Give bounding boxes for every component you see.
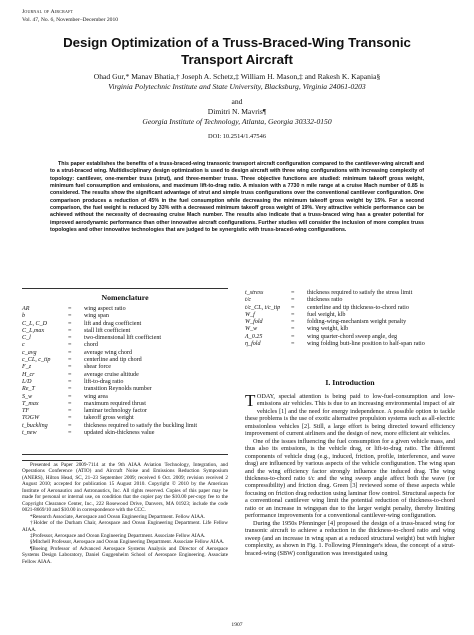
nomenclature-definition: wing weight, klb xyxy=(307,326,349,333)
nomenclature-table-left xyxy=(22,306,228,437)
footnote: ¶Boeing Professor of Advanced Aerospace Systems Analysis and Director of Aerospace Systems Design Laboratory, Daniel Guggenheim School of Aerospace Engineering. Associate Fellow AIAA. xyxy=(22,545,228,565)
footnote-rule xyxy=(22,460,82,461)
nomenclature-symbol: W_fold xyxy=(245,319,263,326)
nomenclature-row xyxy=(22,372,228,379)
and-connector: and xyxy=(231,97,243,106)
footnote: *Research Associate, Aerospace and Ocean Engineering Department. Fellow AIAA. xyxy=(30,513,206,520)
nomenclature-equals: = xyxy=(68,386,72,393)
nomenclature-left xyxy=(22,290,228,437)
nomenclature-definition: fuel weight, klb xyxy=(307,311,346,318)
nomenclature-row xyxy=(245,341,455,348)
nomenclature-definition: lift and drag coefficient xyxy=(84,320,142,327)
nomenclature-definition: folding-wing-mechanism weight penalty xyxy=(307,319,407,326)
nomenclature-symbol: t_stress xyxy=(245,290,264,296)
nomenclature-equals: = xyxy=(68,320,72,327)
footnote: ‡Professor, Aerospace and Ocean Engineering Department. Associate Fellow AIAA. xyxy=(30,532,206,539)
journal-header xyxy=(22,9,118,24)
nomenclature-symbol: t/c_CL, t/c_tip xyxy=(245,304,281,311)
nomenclature-equals: = xyxy=(68,378,72,385)
nomenclature-definition: two-dimensional lift coefficient xyxy=(84,335,162,342)
nomenclature-symbol: L/D xyxy=(22,378,32,385)
nomenclature-symbol: W_f xyxy=(245,311,255,318)
nomenclature-equals: = xyxy=(68,364,72,371)
nomenclature-equals: = xyxy=(291,319,295,326)
intro-paragraph-2: One of the issues influencing the fuel consumption for a given vehicle mass, and thus also its emissions, is the vehicle drag, or lift-to-drag ratio. The different components of vehicle drag (e.g., induced, friction, profile, interference, and wave drag) are influenced by various aspects of the vehicle configuration. The wing span and the wing efficiency factor strongly influence the induced drag. The wing thickness-to-chord ratio t/c and the wing sweep angle affect both the wave (or compressibility) and friction drag. Green [3] reviewed some of these aspects while focusing on friction drag reduction using laminar flow control. Structural aspects for a conventional cantilever wing limit the potential reduction of thickness-to-chord ratio or an increase in wingspan due to the larger weight penalty, thereby limiting performance improvements for a conventional cantilever-wing configuration. xyxy=(245,437,455,520)
nomenclature-right xyxy=(245,290,455,348)
nomenclature-table-right xyxy=(245,290,455,348)
nomenclature-equals: = xyxy=(68,357,72,364)
nomenclature-divider-rule xyxy=(22,454,228,455)
nomenclature-definition: wing folding butt-line position to half-span ratio xyxy=(307,341,425,348)
nomenclature-row xyxy=(245,334,455,341)
intro-paragraph-1-text: ODAY, special attention is being paid to low-fuel-consumption and low-emissions air vehicles. This is due to an increasing environmental impact of air vehicles [1] and the need for energy independence. A possible option to tackle these problems is the use of exotic alternative propulsion systems such as all-electric emissionless vehicles [2]. Still, a large effort is being directed toward efficiency improvement of current airliners and the design of new, more efficient air vehicles. xyxy=(245,393,455,438)
nomenclature-symbol: TOGW xyxy=(22,415,40,422)
nomenclature-definition: average wing chord xyxy=(84,349,133,356)
nomenclature-definition: thickness required to satisfy the stress limit xyxy=(307,290,413,296)
affiliation-2: Georgia Institute of Technology, Atlanta, Georgia 30332-0150 xyxy=(142,117,332,126)
nomenclature-equals: = xyxy=(291,297,295,304)
journal-name: Journal of Aircraft xyxy=(22,9,74,15)
nomenclature-symbol: t_buckling xyxy=(22,422,48,429)
nomenclature-equals: = xyxy=(291,326,295,333)
nomenclature-row xyxy=(22,313,228,320)
nomenclature-definition: lift-to-drag ratio xyxy=(84,378,124,385)
nomenclature-symbol: C_L,max xyxy=(22,327,45,334)
nomenclature-equals: = xyxy=(68,327,72,334)
paper-title-line-1: Design Optimization of a Truss-Braced-Wing Transonic xyxy=(63,35,411,50)
nomenclature-definition: wing aspect ratio xyxy=(84,306,126,312)
nomenclature-symbol: Re_T xyxy=(22,386,35,393)
footnote: §Mitchell Professor, Aerospace and Ocean Engineering Department. Associate Fellow AIAA. xyxy=(30,539,225,546)
nomenclature-row xyxy=(22,364,228,371)
nomenclature-symbol: t_new xyxy=(22,430,37,437)
nomenclature-row xyxy=(245,326,455,333)
nomenclature-symbol: c_avg xyxy=(22,349,37,356)
nomenclature-definition: average cruise altitude xyxy=(84,371,139,378)
abstract-text: This paper establishes the benefits of a truss-braced-wing transonic transport aircraft configuration compared to the cantilever-wing aircraft and to a strut-braced wing. Multidisciplinary design optimization is used to design aircraft with three wing configurations with increasing complexity of topology: cantilever, one-member truss (strut), and three-member truss. Three objective functions are studied: minimum takeoff gross weight, minimum fuel consumption and emissions, and maximum lift-to-drag ratio. A mission with a 7730 n mile range at a cruise Mach number of 0.85 is considered. The results show the significant advantage of strut and simple truss configurations over the conventional cantilever configuration. One comparison produces a reduction of 45% in the fuel consumption while decreasing the minimum takeoff gross weight by 15%. For a second comparison, the fuel weight is reduced by 33% with a decreased minimum takeoff gross weight of 19%. Very attractive vehicle performance can be achieved without the necessity of decreasing cruise Mach number. The results also indicate that a truss-braced wing has a greater potential for improved aerodynamic performance than other innovative aircraft configurations. Further studies will consider the inclusion of more complex truss topologies and other innovative technologies that are judged to be synergistic with truss-braced-wing configurations. xyxy=(50,161,424,234)
nomenclature-symbol: S_w xyxy=(22,393,33,400)
nomenclature-equals: = xyxy=(68,422,72,429)
nomenclature-symbol: W_w xyxy=(245,326,258,333)
nomenclature-row xyxy=(22,342,228,349)
intro-body xyxy=(245,393,455,557)
nomenclature-symbol: Λ_0.25 xyxy=(245,333,263,340)
nomenclature-row xyxy=(245,319,455,326)
nomenclature-definition: shear force xyxy=(84,364,111,371)
nomenclature-title: Nomenclature xyxy=(101,293,149,302)
nomenclature-symbol: η_fold xyxy=(245,341,261,348)
nomenclature-row xyxy=(245,297,455,304)
nomenclature-definition: updated skin-thickness value xyxy=(84,430,155,437)
nomenclature-definition: centerline and tip chord xyxy=(84,357,142,364)
nomenclature-symbol: c_CL, c_tip xyxy=(22,357,51,364)
nomenclature-equals: = xyxy=(68,371,72,378)
nomenclature-definition: laminar technology factor xyxy=(84,408,147,415)
nomenclature-definition: wing span xyxy=(84,313,109,320)
nomenclature-row xyxy=(22,350,228,357)
intro-paragraph-3: During the 1950s Pfenninger [4] proposed the design of a truss-braced wing for transonic aircraft to achieve a reduction in the thickness-to-chord ratio and wing sweep (and an increase in wing span at a reduced structural weight) but with higher complexity, as shown in Fig. 1. Following Pfenninger's ideas, the concept of a strut-braced-wing (SBW) configuration was investigated using xyxy=(245,519,455,557)
nomenclature-symbol: C_L, C_D xyxy=(22,320,48,327)
nomenclature-row xyxy=(22,423,228,430)
journal-issue: Vol. 47, No. 6, November–December 2010 xyxy=(22,16,119,23)
abstract xyxy=(50,161,424,234)
author-list: Ohad Gur,* Manav Bhatia,† Joseph A. Schetz,‡ William H. Mason,‡ and Rakesh K. Kapania§ xyxy=(93,72,381,81)
nomenclature-row xyxy=(22,386,228,393)
nomenclature-definition: takeoff gross weight xyxy=(84,415,134,422)
nomenclature-symbol: T_max xyxy=(22,400,39,407)
nomenclature-top-rule xyxy=(22,288,228,289)
nomenclature-equals: = xyxy=(68,342,72,349)
nomenclature-symbol: b xyxy=(22,313,26,320)
nomenclature-row xyxy=(22,415,228,422)
nomenclature-equals: = xyxy=(291,304,295,311)
nomenclature-row xyxy=(245,305,455,312)
nomenclature-definition: centerline and tip thickness-to-chord ratio xyxy=(307,304,409,311)
nomenclature-symbol: AR xyxy=(22,306,30,312)
page-number: 1907 xyxy=(231,622,243,628)
nomenclature-definition: thickness ratio xyxy=(307,297,343,304)
nomenclature-equals: = xyxy=(291,290,295,296)
nomenclature-definition: wing area xyxy=(84,393,108,400)
nomenclature-symbol: H_cr xyxy=(22,371,35,378)
nomenclature-equals: = xyxy=(291,341,295,348)
intro-heading: I. Introduction xyxy=(325,378,375,387)
nomenclature-definition: maximum required thrust xyxy=(84,400,146,407)
nomenclature-definition: thickness required to satisfy the buckling limit xyxy=(84,422,198,429)
nomenclature-definition: transition Reynolds number xyxy=(84,386,152,393)
nomenclature-symbol: c xyxy=(22,342,25,349)
nomenclature-equals: = xyxy=(291,333,295,340)
author-block xyxy=(0,72,474,142)
nomenclature-equals: = xyxy=(68,430,72,437)
nomenclature-equals: = xyxy=(68,393,72,400)
nomenclature-equals: = xyxy=(68,349,72,356)
nomenclature-definition: stall lift coefficient xyxy=(84,327,131,334)
nomenclature-definition: chord xyxy=(84,342,98,349)
nomenclature-row xyxy=(22,394,228,401)
nomenclature-symbol: TF xyxy=(22,408,30,415)
nomenclature-row xyxy=(245,290,455,297)
footnote: Presented as Paper 2009-7114 at the 9th AIAA Aviation Technology, Integration, and Operations Conference (ATIO) and Aircraft Noise and Emissions Reduction Symposium (ANERS), Hilton Head, SC, 21–23 September 2009; received 6 Oct. 2009; revision received 2 August 2010; accepted for publication 15 August 2010. Copyright © 2010 by the American Institute of Aeronautics and Astronautics, Inc. All rights reserved. Copies of this paper may be made for personal or internal use, on condition that the copier pay the $10.00 per-copy fee to the Copyright Clearance Center, Inc., 222 Rosewood Drive, Danvers, MA 01923; include the code 0021-8669/10 and $10.00 in correspondence with the CCC. xyxy=(22,462,228,514)
nomenclature-row xyxy=(22,357,228,364)
nomenclature-symbol: C_l xyxy=(22,335,31,342)
nomenclature-equals: = xyxy=(68,335,72,342)
author-2: Dimitri N. Mavris¶ xyxy=(207,107,267,116)
nomenclature-row xyxy=(22,335,228,342)
nomenclature-equals: = xyxy=(68,415,72,422)
footnotes xyxy=(22,462,228,565)
footnote: †Holder of the Durham Chair, Aerospace and Ocean Engineering Department. Life Fellow AIAA. xyxy=(22,520,228,533)
nomenclature-symbol: F_z xyxy=(22,364,32,371)
nomenclature-definition: wing quarter-chord sweep angle, deg xyxy=(307,333,398,340)
nomenclature-equals: = xyxy=(68,408,72,415)
paper-title xyxy=(0,35,474,68)
doi: DOI: 10.2514/1.47546 xyxy=(207,133,267,140)
nomenclature-equals: = xyxy=(68,400,72,407)
intro-paragraph-1 xyxy=(245,393,455,438)
nomenclature-equals: = xyxy=(68,313,72,320)
nomenclature-row xyxy=(22,430,228,437)
nomenclature-equals: = xyxy=(68,306,72,312)
nomenclature-symbol: t/c xyxy=(245,297,252,304)
nomenclature-row xyxy=(22,379,228,386)
paper-title-line-2: Transport Aircraft xyxy=(181,51,293,67)
drop-cap: T xyxy=(245,391,256,410)
affiliation-1: Virginia Polytechnic Institute and State University, Blacksburg, Virginia 24061-0203 xyxy=(108,82,366,91)
nomenclature-equals: = xyxy=(291,311,295,318)
nomenclature-row xyxy=(22,306,228,313)
nomenclature-row xyxy=(22,321,228,328)
